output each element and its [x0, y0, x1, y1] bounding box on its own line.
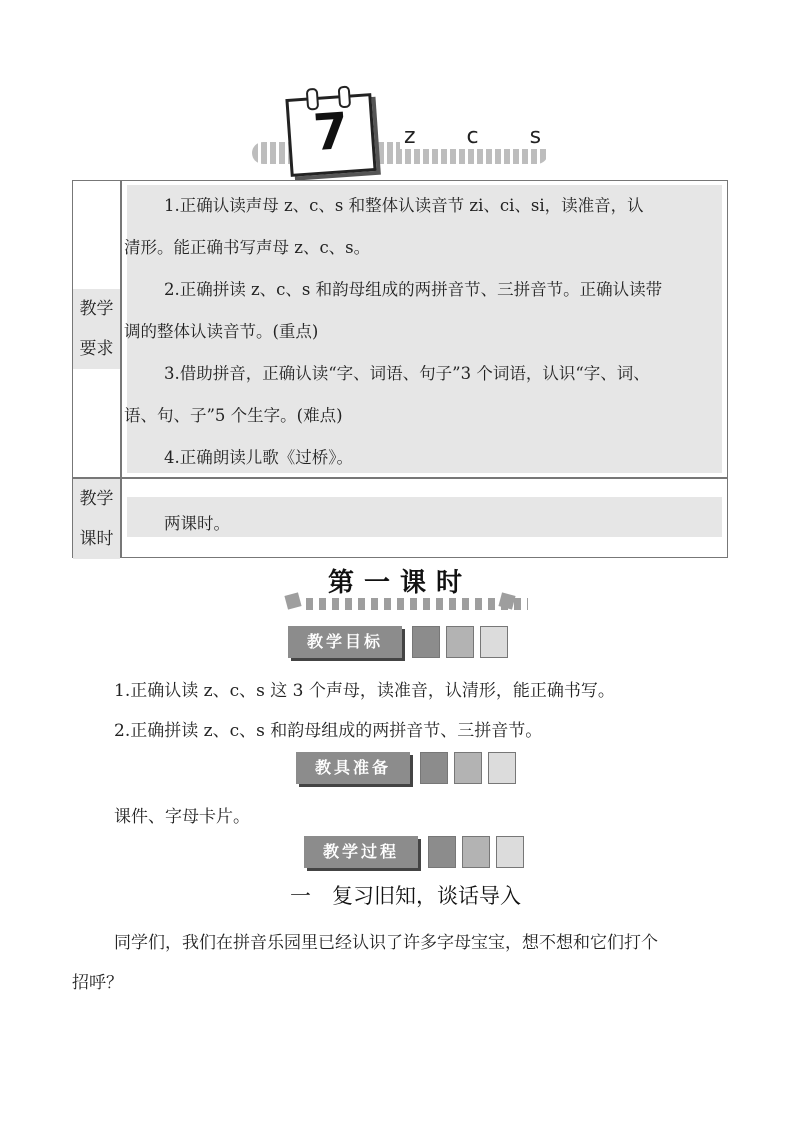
row-label-line: 要求: [79, 339, 114, 359]
table-divider: [120, 181, 122, 557]
badge-decor-square: [496, 836, 524, 868]
goal-line: 1.正确认读 z、c、s 这 3 个声母，读准音，认清形，能正确书写。: [114, 681, 615, 701]
requirement-line: 1.正确认读声母 z、c、s 和整体认读音节 zi、ci、si，读准音，认: [164, 196, 644, 215]
requirement-line: 2.正确拼读 z、c、s 和韵母组成的两拼音节、三拼音节。正确认读带: [164, 280, 663, 299]
title-decor-dots: [306, 598, 528, 610]
badge-decor-square: [420, 752, 448, 784]
periods-text: 两课时。: [164, 514, 230, 533]
badge-tools: 教具准备: [296, 752, 410, 784]
badge-decor-square: [412, 626, 440, 658]
lesson-letters: z c s: [400, 124, 567, 149]
calendar-icon: [285, 93, 376, 177]
paragraph-line: 招呼？: [72, 973, 123, 993]
tools-text: 课件、字母卡片。: [114, 807, 250, 827]
badge-process: 教学过程: [304, 836, 418, 868]
badge-decor-square: [428, 836, 456, 868]
row-label-requirements: [73, 289, 120, 369]
paragraph-line: 同学们，我们在拼音乐园里已经认识了许多字母宝宝，想不想和它们打个: [114, 933, 658, 953]
requirement-line: 语、句、子”5 个生字。(难点): [124, 406, 343, 425]
badge-decor-square: [462, 836, 490, 868]
row-label-line: 课时: [79, 529, 114, 549]
requirement-line: 4.正确朗读儿歌《过桥》。: [164, 448, 353, 467]
requirement-line: 3.借助拼音，正确认读“字、词语、句子”3 个词语，认识“字、词、: [164, 364, 650, 383]
requirement-line: 清形。能正确书写声母 z、c、s。: [124, 238, 371, 257]
badge-goals: 教学目标: [288, 626, 402, 658]
row-label-line: 教学: [79, 299, 114, 319]
goal-line: 2.正确拼读 z、c、s 和韵母组成的两拼音节、三拼音节。: [114, 721, 543, 741]
section-heading: 一 复习旧知，谈话导入: [290, 884, 521, 908]
badge-decor-square: [488, 752, 516, 784]
badge-decor-square: [480, 626, 508, 658]
lesson-number: 7: [311, 101, 351, 163]
requirement-line: 调的整体认读音节。(重点): [124, 322, 319, 341]
row-label-periods: [73, 479, 120, 559]
table-divider: [73, 477, 727, 479]
lesson-title: 第一课时: [327, 568, 472, 598]
badge-decor-square: [454, 752, 482, 784]
badge-decor-square: [446, 626, 474, 658]
row-label-line: 教学: [79, 489, 114, 509]
